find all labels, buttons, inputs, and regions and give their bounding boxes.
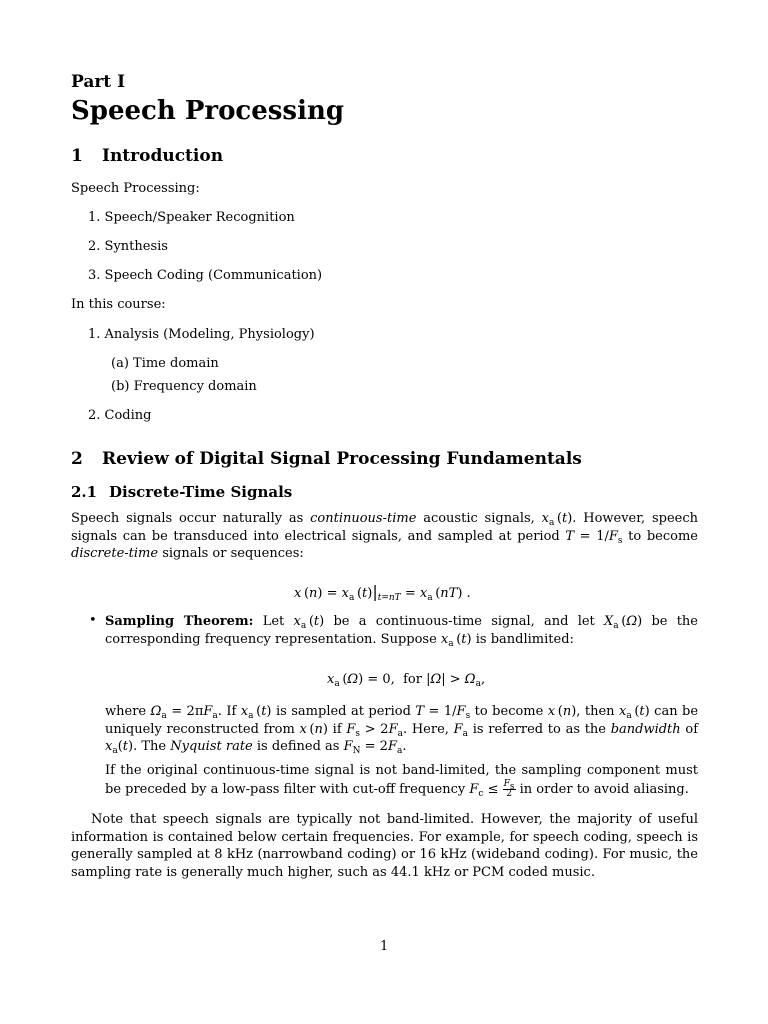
list-item: 1. Analysis (Modeling, Physiology) [88, 327, 315, 342]
list-item: 2. Synthesis [88, 239, 168, 254]
bandlimit-equation: $x_a$ (Ω) = 0, for $|\Omega| > \Omega_a$, [327, 672, 486, 689]
sampling-theorem-text: Sampling Theorem: Let $x_a$ (t) be a continuous-time signal, and let $X_a$ (Ω) be the corresponding frequency representation. Suppose $x_a$ (t) is bandlimited: [105, 614, 698, 649]
section-1-number: 1 [71, 146, 83, 166]
lowpass-text: If the original continuous-time signal is not band-limited, the sampling component must be preceded by a low-pass filter with cut-off frequency $F_c$ ≤ $\frac{F_s}{2}$ in order to avoid aliasing. [105, 763, 698, 799]
list-item: 1. Speech/Speaker Recognition [88, 210, 295, 225]
course-label: In this course: [71, 297, 166, 312]
part-label: Part I [71, 72, 126, 92]
paragraph-discrete-time: Speech signals occur naturally as continuous-time acoustic signals, $x_a$ (t). However, speech signals can be transduced into electrical signals, and sampled at period $T = 1/F_s$ to become discrete-time signals or sequences: [71, 511, 698, 561]
sampling-equation: x $(n) = x_a$ $(t)|_{t=nT} = x_a$ (nT) . [294, 582, 471, 603]
section-2-title: Review of Digital Signal Processing Fundamentals [102, 449, 582, 469]
list-item: 2. Coding [88, 408, 152, 423]
list-item: 3. Speech Coding (Communication) [88, 268, 323, 283]
subsection-title: Discrete-Time Signals [109, 483, 293, 501]
section-2-number: 2 [71, 449, 83, 469]
intro-label: Speech Processing: [71, 181, 200, 196]
bullet-icon: • [89, 613, 97, 628]
list-subitem: (a) Time domain [111, 356, 219, 371]
section-1-heading [71, 146, 223, 166]
paragraph-note: Note that speech signals are typically not band-limited. However, the majority of useful information is contained below certain frequencies. For example, for speech coding, speech is generally sampled at 8 kHz (narrowband coding) or 16 kHz (wideband coding). For music, the sampling rate is generally much higher, such as 44.1 kHz or PCM coded music. [71, 812, 698, 880]
page-number: 1 [380, 939, 389, 954]
subsection-number: 2.1 [71, 483, 98, 501]
list-subitem: (b) Frequency domain [111, 379, 257, 394]
nyquist-text: where $\Omega_a = 2\pi F_a$. If $x_a$ (t) is sampled at period $T = 1/F_s$ to become x (n), then $x_a$ (t) can be uniquely reconstructed from x (n) if $F_s > 2F_a$. Here, $F_a$ is referred to as the bandwidth of $x_a(t)$. The Nyquist rate is defined as $F_N = 2F_a$. [105, 704, 699, 756]
section-2-heading [71, 449, 582, 469]
section-1-title: Introduction [102, 146, 224, 166]
subsection-heading [71, 483, 292, 501]
page-title: Speech Processing [71, 96, 345, 126]
